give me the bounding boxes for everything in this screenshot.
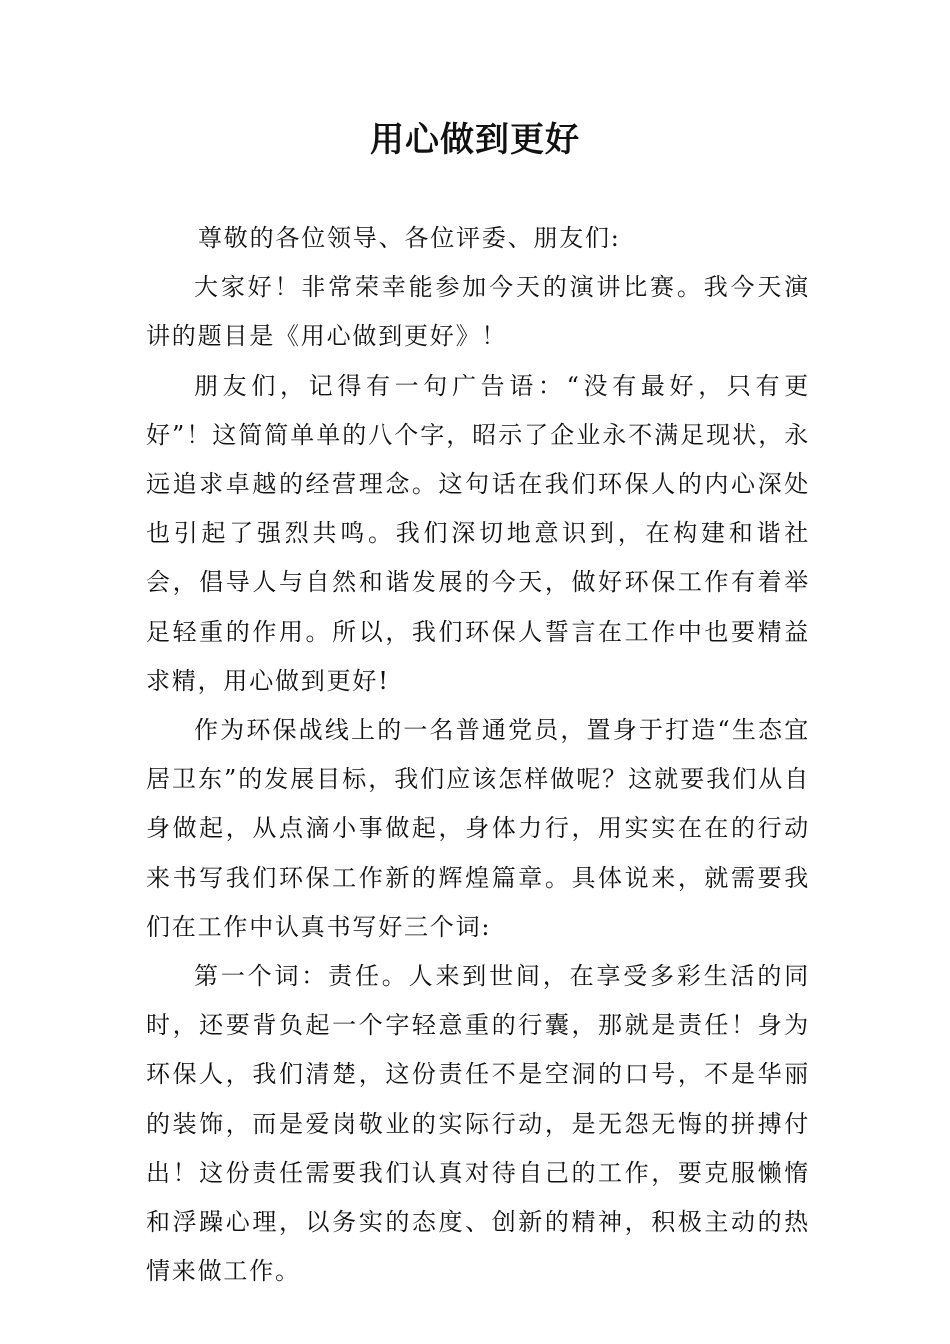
document-body [146, 214, 810, 1296]
paragraph-responsibility: 第一个词：责任。人来到世间，在享受多彩生活的同时，还要背负起一个字轻意重的行囊，那就是责任！身为环保人，我们清楚，这份责任不是空洞的口号，不是华丽的装饰，而是爱岗敬业的实际行动，是无怨无悔的拼搏付出！这份责任需要我们认真对待自己的工作，要克服懒惰和浮躁心理，以务实的态度、创新的精神，积极主动的热情来做工作。 [146, 962, 810, 1286]
salutation: 尊敬的各位领导、各位评委、朋友们: [198, 224, 621, 252]
paragraph-slogan: 朋友们，记得有一句广告语：“没有最好，只有更好”！这简简单单的八个字，昭示了企业永不满足现状，永远追求卓越的经营理念。这句话在我们环保人的内心深处也引起了强烈共鸣。我们深切地意识到，在构建和谐社会，倡导人与自然和谐发展的今天，做好环保工作有着举足轻重的作用。所以，我们环保人誓言在工作中也要精益求精，用心做到更好! [146, 371, 810, 695]
paragraph-greeting: 大家好！非常荣幸能参加今天的演讲比赛。我今天演讲的题目是《用心做到更好》！ [146, 273, 810, 351]
document-title: 用心做到更好 [370, 120, 580, 160]
paragraph-party-member: 作为环保战线上的一名普通党员，置身于打造“生态宜居卫东”的发展目标，我们应该怎样做呢？这就要我们从自身做起，从点滴小事做起，身体力行，用实实在在的行动来书写我们环保工作新的辉煌篇章。具体说来，就需要我们在工作中认真书写好三个词: [146, 716, 810, 941]
